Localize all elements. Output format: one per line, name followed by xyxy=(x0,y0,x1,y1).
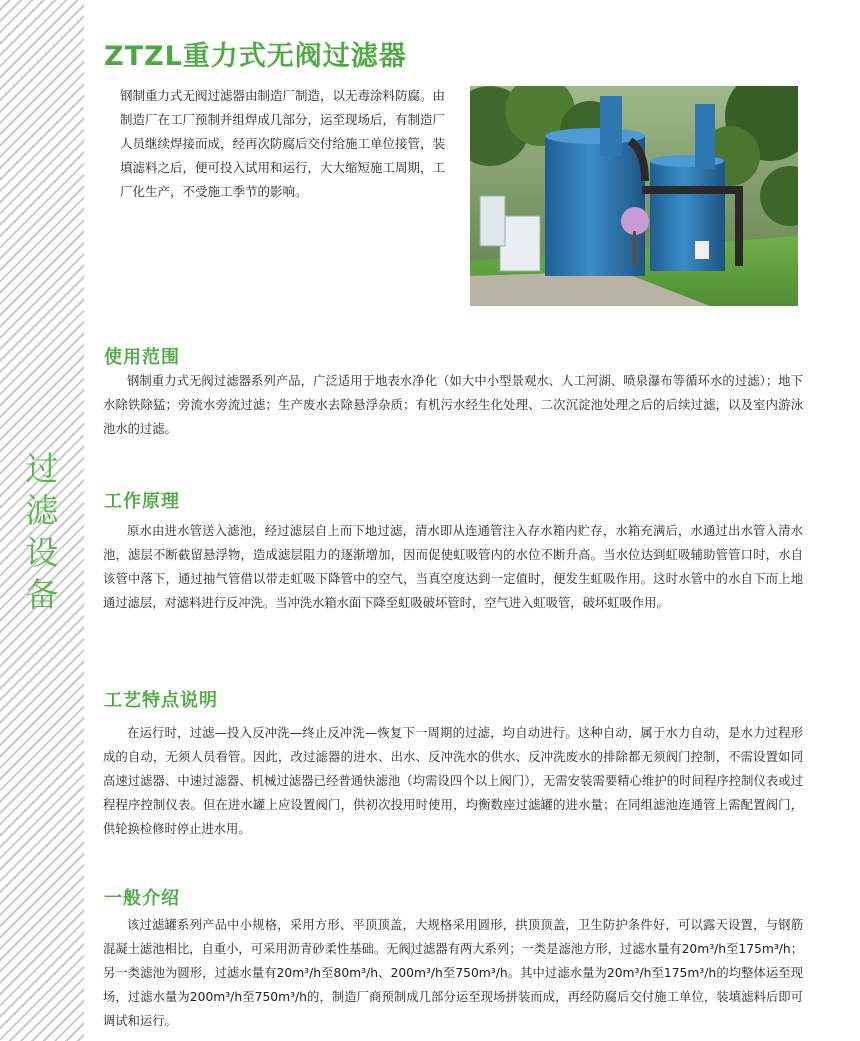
section-body-general: 该过滤罐系列产品中小规格，采用方形、平顶顶盖，大规格采用圆形，拱顶顶盖，卫生防护条件好，可以露天设置，与钢筋混凝土滤池相比，自重小，可采用沥青砂柔性基础。无阀过滤器有两大系列；一类是滤池方形，过滤水量有20m³/h至175m³/h；另一类滤池为圆形，过滤水量有20m³/h至80m³/h、200m³/h至750m³/h。其中过滤水量为20m³/h至175m³/h的均整体运至现场，过滤水量为200m³/h至750m³/h的，制造厂商预制成几部分运至现场拼装而成，再经防腐后交付施工单位，装填滤料后即可调试和运行。 xyxy=(103,918,803,1028)
product-photo xyxy=(470,86,798,306)
section-title-features: 工艺特点说明 xyxy=(104,690,218,711)
section-body-usage: 钢制重力式无阀过滤器系列产品，广泛适用于地表水净化（如大中小型景观水、人工河湖、喷泉瀑布等循环水的过滤）；地下水除铁除猛；旁流水旁流过滤；生产废水去除悬浮杂质；有机污水经生化处理、二次沉淀池处理之后的后续过滤，以及室内游泳池水的过滤。 xyxy=(103,374,803,436)
side-label-char: 备 xyxy=(25,575,59,614)
section-title-principle: 工作原理 xyxy=(104,491,180,512)
side-label-char: 滤 xyxy=(25,491,59,530)
section-title-usage: 使用范围 xyxy=(104,347,180,368)
section-title-general: 一般介绍 xyxy=(104,888,180,909)
section-body-features: 在运行时，过滤—投入反冲洗—终止反冲洗—恢复下一周期的过滤，均自动进行。这种自动，属于水力自动，是水力过程形成的自动，无须人员看管。因此，改过滤器的进水、出水、反冲洗水的供水、反冲洗废水的排除都无须阀门控制，不需设置如同高速过滤器、中速过滤器、机械过滤器已经普通快滤池（均需设四个以上阀门），无需安装需要精心维护的时间程序控制仪表或过程程序控制仪表。但在进水罐上应设置阀门，供初次投用时使用，均衡数座过滤罐的进水量；在同组滤池连通管上需配置阀门，供轮换检修时停止进水用。 xyxy=(103,726,803,836)
page-title: ZTZL重力式无阀过滤器 xyxy=(104,41,407,72)
intro-paragraph: 钢制重力式无阀过滤器由制造厂制造，以无毒涂料防腐。由制造厂在工厂预制并组焊成几部分，运至现场后，有制造厂人员继续焊接而成，经再次防腐后交付给施工单位接管，装填滤料之后，便可投入试用和运行，大大缩短施工周期，工厂化生产，不受施工季节的影响。 xyxy=(120,88,446,199)
side-label-char: 过 xyxy=(25,449,59,488)
side-category-label xyxy=(18,448,66,616)
side-label-char: 设 xyxy=(25,533,59,572)
section-body-principle: 原水由进水管送入滤池，经过滤层自上而下地过滤，清水即从连通管注入存水箱内贮存，水箱充满后，水通过出水管入清水池，滤层不断截留悬浮物，造成滤层阻力的逐渐增加，因而促使虹吸管内的水位不断升高。当水位达到虹吸辅助管管口时，水自该管中落下，通过抽气管借以带走虹吸下降管中的空气，当真空度达到一定值时，便发生虹吸作用。这时水管中的水自下而上地通过滤层，对滤料进行反冲洗。当冲洗水箱水面下降至虹吸破坏管时，空气进入虹吸管，破坏虹吸作用。 xyxy=(103,524,803,610)
